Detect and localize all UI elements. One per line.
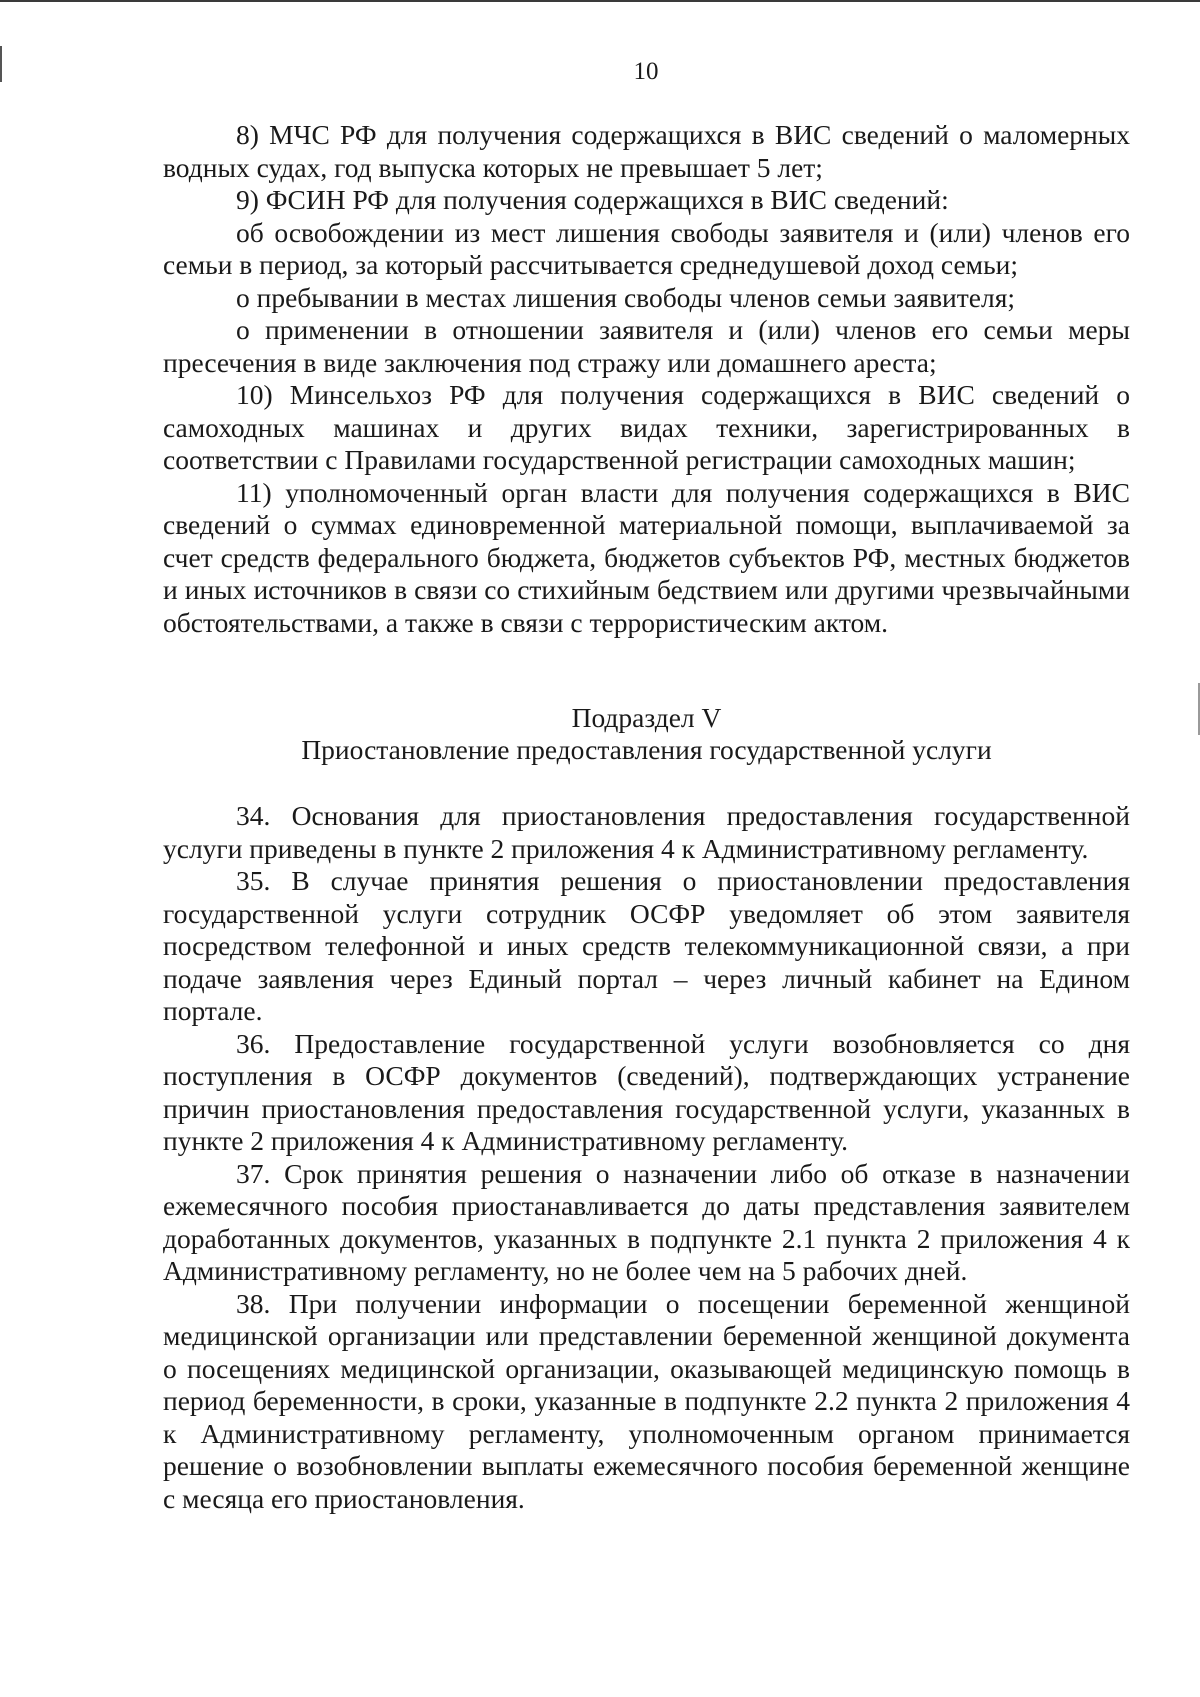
paragraph-item-8: 8) МЧС РФ для получения содержащихся в ВИС сведений о маломерных водных судах, год выпуска которых не превышает 5 лет; (163, 119, 1130, 183)
paragraph-37: 37. Срок принятия решения о назначении либо об отказе в назначении ежемесячного пособия приостанавливается до даты представления заявителем доработанных документов, указанных в подпункте 2.1 пункта 2 приложения 4 к Административному регламенту, но не более чем на 5 рабочих дней. (163, 1157, 1130, 1286)
subsection-title: Приостановление предоставления государственной услуги (301, 734, 992, 765)
paragraph-35: 35. В случае принятия решения о приостановлении предоставления государственной услуги сотрудник ОСФР уведомляет об этом заявителя посредством телефонной и иных средств телекоммуникационной связи, а при подаче заявления через Единый портал – через личный кабинет на Едином портале. (163, 865, 1130, 1026)
paragraph-38: 38. При получении информации о посещении беременной женщиной медицинской организации или представлении беременной женщиной документа о посещениях медицинской организации, оказывающей медицинскую помощь в период беременности, в сроки, указанные в подпункте 2.2 пункта 2 приложения 4 к Административному регламенту, уполномоченным органом принимается решение о возобновлении выплаты ежемесячного пособия беременной женщине с месяца его приостановления. (163, 1287, 1130, 1514)
paragraph-restraint-info: о применении в отношении заявителя и (или) членов его семьи меры пресечения в виде заключения под стражу или домашнего ареста; (163, 314, 1130, 378)
page-number: 10 (633, 58, 659, 85)
paragraph-36: 36. Предоставление государственной услуги возобновляется со дня поступления в ОСФР документов (сведений), подтверждающих устранение причин приостановления предоставления государственной услуги, указанных в пункте 2 приложения 4 к Административному регламенту. (163, 1027, 1130, 1156)
subsection-label: Подраздел V (571, 702, 722, 733)
paragraph-item-11: 11) уполномоченный орган власти для получения содержащихся в ВИС сведений о суммах единовременной материальной помощи, выплачиваемой за счет средств федерального бюджета, бюджетов субъектов РФ, местных бюджетов и иных источников в связи со стихийным бедствием или другими чрезвычайными обстоятельствами, а также в связи с террористическим актом. (163, 476, 1130, 638)
paragraph-stay-info: о пребывании в местах лишения свободы членов семьи заявителя; (236, 281, 1016, 313)
paragraph-release-info: об освобождении из мест лишения свободы заявителя и (или) членов его семьи в период, за который рассчитывается среднедушевой доход семьи; (163, 216, 1130, 280)
paragraphs-top (163, 119, 1130, 639)
scan-top-edge (0, 0, 1200, 2)
paragraph-34: 34. Основания для приостановления предоставления государственной услуги приведены в пункте 2 приложения 4 к Административному регламенту. (163, 800, 1130, 864)
paragraph-item-10: 10) Минсельхоз РФ для получения содержащихся в ВИС сведений о самоходных машинах и других видах техники, зарегистрированных в соответствии с Правилами государственной регистрации самоходных машин; (163, 379, 1130, 475)
paragraphs-bottom (163, 800, 1130, 1515)
paragraph-item-9: 9) ФСИН РФ для получения содержащихся в ВИС сведений: (236, 184, 949, 215)
